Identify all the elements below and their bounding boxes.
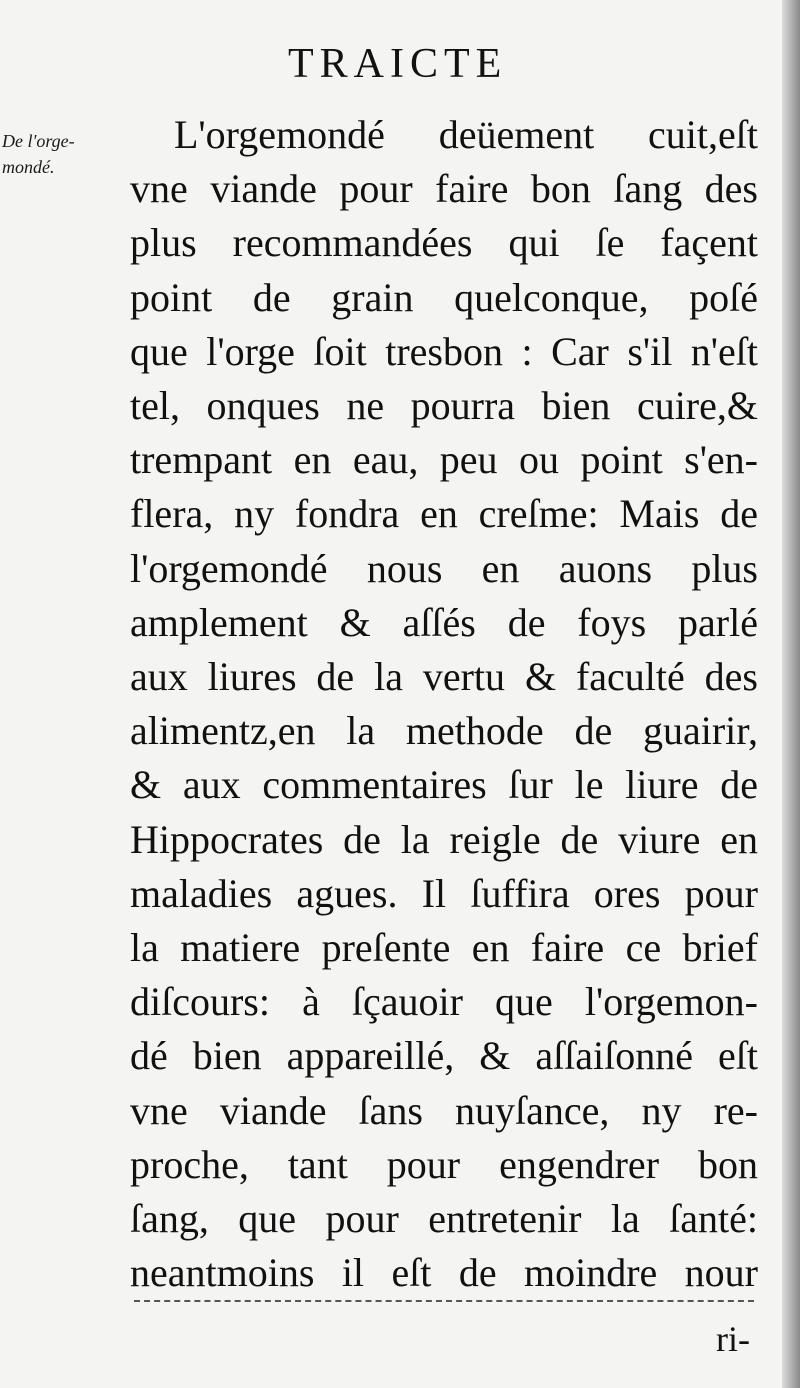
text-line: flera, ny fondra en creſme: Mais de (130, 491, 758, 537)
text-line: tel, onques ne pourra bien cuire,& (130, 383, 758, 429)
text-line: l'orgemondé nous en auons plus (130, 545, 758, 591)
text-line: vne viande pour faire bon ſang des (130, 166, 758, 212)
underline-rule (134, 1300, 754, 1302)
text-line: neantmoins il eſt de moindre nour (130, 1250, 758, 1296)
text-line: aux liures de la vertu & faculté des (130, 654, 758, 700)
text-line: proche, tant pour engendrer bon (130, 1141, 758, 1187)
text-line: Hippocrates de la reigle de viure en (130, 816, 758, 862)
margin-note-line: mondé. (2, 157, 55, 177)
text-line: amplement & aſſés de foys parlé (130, 599, 758, 645)
text-line: & aux commentaires ſur le liure de (130, 762, 758, 808)
text-line: L'orgemondé deüement cuit,eſt (174, 112, 758, 157)
text-line: que l'orge ſoit tresbon : Car s'il n'eſt (130, 328, 758, 374)
text-line: dé bien appareillé, & aſſaiſonné eſt (130, 1033, 758, 1079)
text-line: la matiere preſente en faire ce brief (130, 925, 758, 971)
margin-note-line: De l'orge- (2, 131, 75, 151)
text-line: vne viande ſans nuyſance, ny re- (130, 1087, 758, 1133)
catchword: ri- (716, 1319, 750, 1359)
margin-note (2, 128, 112, 180)
text-line: alimentz,en la methode de guairir, (130, 708, 758, 754)
text-line: maladies agues. Il ſuffira ores pour (130, 870, 758, 916)
body-text (130, 108, 758, 1300)
page-edge-shadow (782, 0, 800, 1388)
text-line: diſcours: à ſçauoir que l'orgemon- (130, 979, 758, 1025)
text-line: ſang, que pour entretenir la ſanté: (130, 1196, 758, 1242)
text-line: trempant en eau, peu ou point s'en- (130, 437, 758, 483)
text-line: point de grain quelconque, poſé (130, 274, 758, 320)
text-line: plus recommandées qui ſe façent (130, 220, 758, 266)
running-head: TRAICTE (288, 41, 508, 87)
